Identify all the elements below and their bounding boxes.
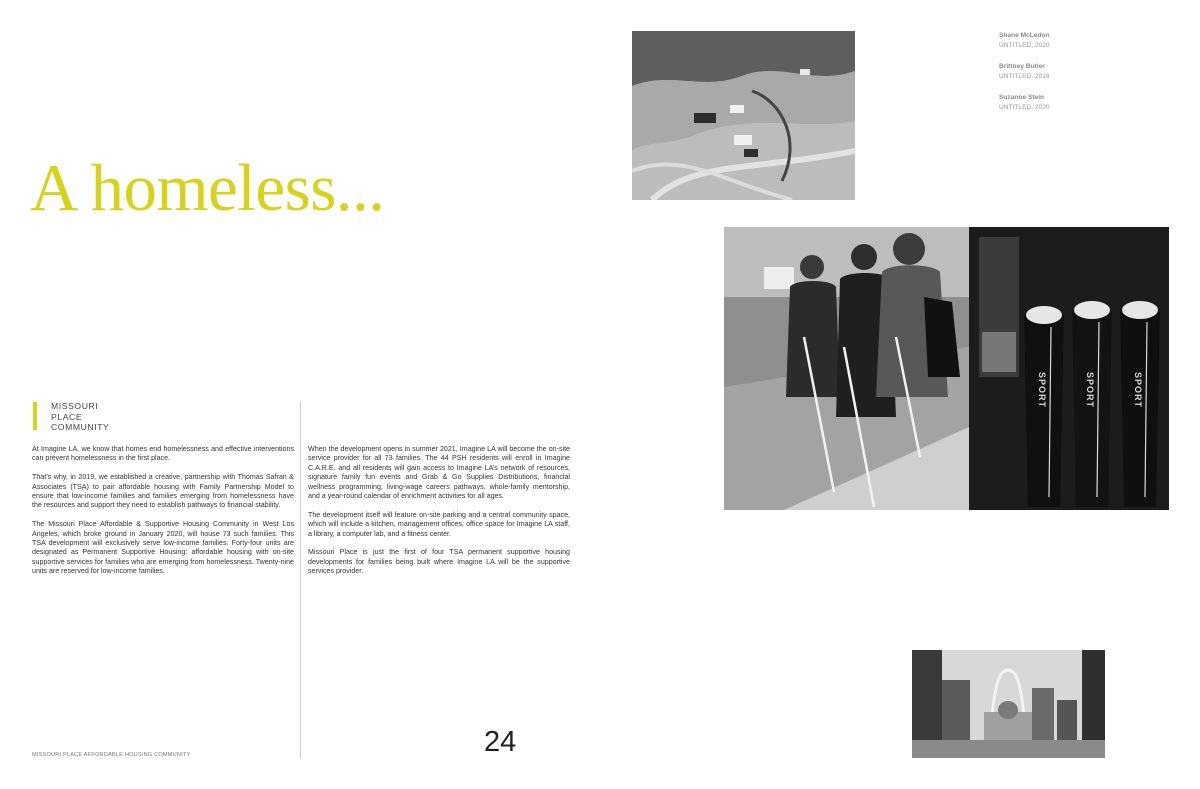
city-arch-photo (912, 650, 1105, 758)
mannequin-label: SPORT (1133, 372, 1143, 409)
credit-title: UNTITLED, 2018 (999, 73, 1050, 80)
body-paragraph: The Missouri Place Affordable & Supportive Housing Community in West Los Angeles, which broke ground in January 2020, will house 73 such families. This TSA development will exclusively serve low-income families. Forty-four units are designated as Permanent Supportive Housing: affordable housing with on-site supportive services for families who are emerging from homelessness. Twenty-nine units are reserved for low-income families. (32, 520, 294, 576)
credit-entry (999, 31, 1050, 51)
section-title-line: COMMUNITY (51, 422, 110, 432)
section-title-line: MISSOURI (51, 401, 99, 411)
credit-entry (999, 62, 1050, 82)
mannequin-label: SPORT (1037, 372, 1047, 409)
body-paragraph: When the development opens in summer 2021, Imagine LA will become the on-site service provider for all 73 families. The 44 PSH residents will enroll in Imagine C.A.R.E. and all residents will gain access to Imagine LA’s network of resources, signature family fun events and Grab & Go Supplies Distributions, financial wellness programming, living-wage careers pathways, whole-family mentorship, and a year-round calendar of enrichment activities for all ages. (308, 445, 570, 501)
section-title (51, 401, 109, 433)
credit-entry (999, 93, 1050, 113)
body-column-right (308, 445, 570, 586)
credit-name: Shane McLedon (999, 32, 1050, 39)
credit-name: Brittney Butler (999, 63, 1045, 70)
column-divider (300, 402, 301, 758)
body-paragraph: Missouri Place is just the first of four TSA permanent supportive housing developments for families being built where Imagine LA will be the supportive services provider. (308, 548, 570, 576)
body-paragraph: At Imagine LA, we know that homes end homelessness and effective interventions can prevent homelessness in the first place. (32, 445, 294, 463)
footer-text: MISSOURI PLACE AFFORDABLE HOUSING COMMUNITY (32, 752, 191, 758)
credit-title: UNTITLED, 2020 (999, 42, 1050, 49)
credit-title: UNTITLED, 2020 (999, 104, 1050, 111)
credit-name: Suzanne Stein (999, 94, 1045, 101)
photo-credits (999, 31, 1050, 124)
body-paragraph: The development itself will feature on-site parking and a central community space, which will include a kitchen, management offices, office space for Imagine LA staff, a library, a computer lab, and a fitness center. (308, 510, 570, 538)
mannequin-label: SPORT (1085, 372, 1095, 409)
body-column-left (32, 445, 294, 586)
construction-site-photo (632, 31, 855, 200)
body-paragraph: That’s why, in 2019, we established a creative, partnership with Thomas Safran & Associates (TSA) to pair affordable housing with Family Partnership Model to ensure that low-income families and families emerging from homelessness have the resources and support they need to establish pathways to financial stability. (32, 473, 294, 510)
page-number: 24 (484, 726, 517, 758)
section-accent-bar (33, 402, 37, 430)
street-scene-photo (724, 227, 1169, 510)
headline: A homeless... (30, 151, 385, 225)
section-title-line: PLACE (51, 411, 83, 422)
